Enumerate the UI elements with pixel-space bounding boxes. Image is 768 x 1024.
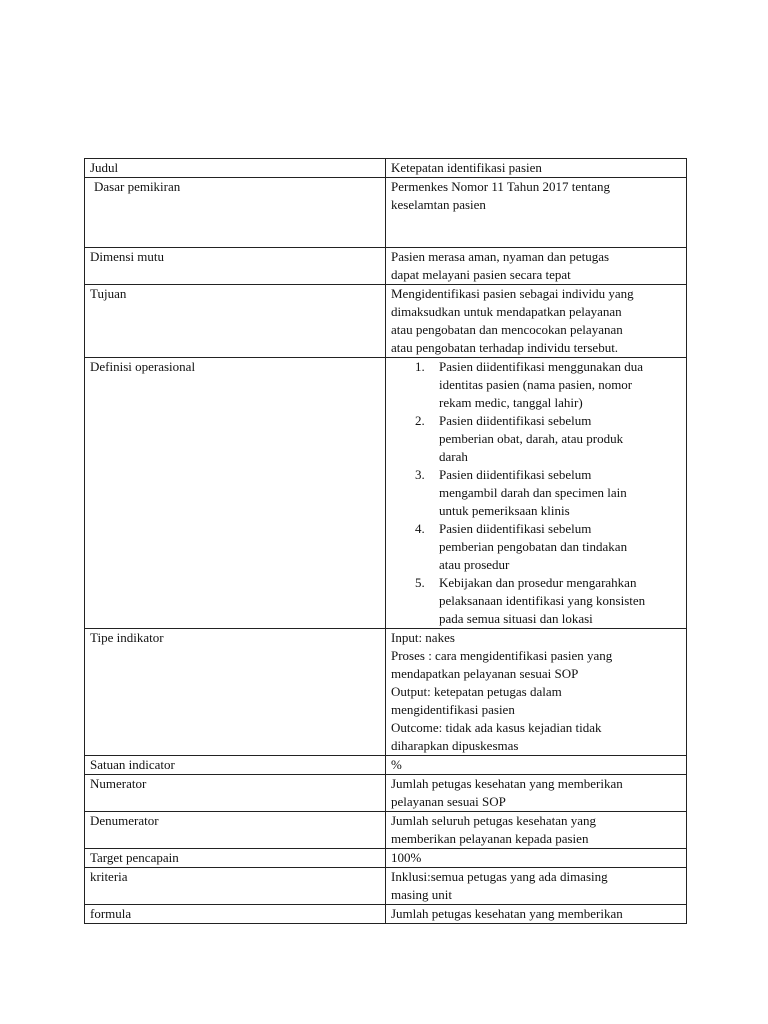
label-cell: [85, 285, 386, 358]
label-cell: [85, 159, 386, 178]
value-line: Pasien merasa aman, nyaman dan petugas: [391, 249, 610, 264]
value-cell: [386, 178, 687, 248]
list-item-line: Pasien diidentifikasi sebelum: [439, 467, 592, 482]
list-item-line: Kebijakan dan prosedur mengarahkan: [439, 575, 637, 590]
value-line: diharapkan dipuskesmas: [391, 738, 519, 753]
value-line: Output: ketepatan petugas dalam: [391, 684, 562, 699]
value-line: 100%: [391, 850, 422, 865]
table-row-judul: [85, 159, 687, 178]
label-cell: [85, 812, 386, 849]
list-item-number: 5.: [415, 575, 425, 590]
value-line: Inklusi:semua petugas yang ada dimasing: [391, 869, 608, 884]
list-item: [391, 520, 682, 574]
table-row-tujuan: [85, 285, 687, 358]
row-label: Dimensi mutu: [90, 249, 165, 264]
list-item: [391, 358, 682, 412]
table-row-tipe-indikator: [85, 629, 687, 756]
value-line: dapat melayani pasien secara tepat: [391, 267, 571, 282]
value-line: Jumlah petugas kesehatan yang memberikan: [391, 776, 623, 791]
row-label: Satuan indicator: [90, 757, 175, 772]
table-row-dimensi-mutu: [85, 248, 687, 285]
label-cell: [85, 868, 386, 905]
list-item-number: 1.: [415, 359, 425, 374]
value-line: Jumlah petugas kesehatan yang memberikan: [391, 906, 623, 921]
value-cell: [386, 905, 687, 924]
value-line: Permenkes Nomor 11 Tahun 2017 tentang: [391, 179, 610, 194]
value-cell: [386, 868, 687, 905]
value-line: Jumlah seluruh petugas kesehatan yang: [391, 813, 597, 828]
label-cell: [85, 849, 386, 868]
value-line: Outcome: tidak ada kasus kejadian tidak: [391, 720, 602, 735]
row-label: Tipe indikator: [90, 630, 164, 645]
value-line: mendapatkan pelayanan sesuai SOP: [391, 666, 579, 681]
value-line: mengidentifikasi pasien: [391, 702, 515, 717]
list-item-line: atau prosedur: [439, 557, 510, 572]
value-line: atau pengobatan dan mencocokan pelayanan: [391, 322, 623, 337]
label-cell: [85, 905, 386, 924]
label-cell: [85, 775, 386, 812]
list-item-line: identitas pasien (nama pasien, nomor: [439, 377, 633, 392]
value-line: pelayanan sesuai SOP: [391, 794, 506, 809]
value-cell: [386, 248, 687, 285]
list-item-line: Pasien diidentifikasi sebelum: [439, 413, 592, 428]
row-label: Numerator: [90, 776, 147, 791]
label-cell: [85, 248, 386, 285]
value-line: Mengidentifikasi pasien sebagai individu yang: [391, 286, 634, 301]
table-row-denumerator: [85, 812, 687, 849]
row-label: Target pencapain: [90, 850, 179, 865]
value-line: Input: nakes: [391, 630, 455, 645]
value-cell: [386, 358, 687, 629]
list-item-number: 2.: [415, 413, 425, 428]
list-item-line: pada semua situasi dan lokasi: [439, 611, 593, 626]
list-item-line: pemberian obat, darah, atau produk: [439, 431, 624, 446]
value-line: memberikan pelayanan kepada pasien: [391, 831, 589, 846]
indicator-profile-table: [84, 158, 687, 924]
table-row-dasar-pemikiran: [85, 178, 687, 248]
table-row-formula: [85, 905, 687, 924]
label-cell: [85, 629, 386, 756]
value-line: Ketepatan identifikasi pasien: [391, 160, 542, 175]
value-line: dimaksudkan untuk mendapatkan pelayanan: [391, 304, 622, 319]
list-item: [391, 574, 682, 628]
list-item-line: mengambil darah dan specimen lain: [439, 485, 627, 500]
row-label: Tujuan: [90, 286, 127, 301]
value-cell: [386, 812, 687, 849]
row-label: Definisi operasional: [90, 359, 196, 374]
table-row-kriteria: [85, 868, 687, 905]
row-label: Judul: [90, 160, 119, 175]
list-item-number: 3.: [415, 467, 425, 482]
list-item: [391, 466, 682, 520]
label-cell: [85, 358, 386, 629]
definition-list: [391, 358, 682, 628]
list-item-line: Pasien diidentifikasi sebelum: [439, 521, 592, 536]
value-line: atau pengobatan terhadap individu tersebut.: [391, 340, 619, 355]
value-line: masing unit: [391, 887, 453, 902]
list-item: [391, 412, 682, 466]
list-item-line: rekam medic, tanggal lahir): [439, 395, 583, 410]
row-label: formula: [90, 906, 132, 921]
table-row-target-pencapain: [85, 849, 687, 868]
value-cell: [386, 775, 687, 812]
value-cell: [386, 756, 687, 775]
list-item-number: 4.: [415, 521, 425, 536]
value-line: Proses : cara mengidentifikasi pasien yang: [391, 648, 613, 663]
list-item-line: untuk pemeriksaan klinis: [439, 503, 570, 518]
list-item-line: darah: [439, 449, 468, 464]
value-cell: [386, 159, 687, 178]
label-cell: [85, 756, 386, 775]
table-row-definisi-operasional: [85, 358, 687, 629]
row-label: Denumerator: [90, 813, 159, 828]
value-cell: [386, 629, 687, 756]
value-line: %: [391, 757, 402, 772]
table-row-numerator: [85, 775, 687, 812]
value-cell: [386, 285, 687, 358]
row-label: Dasar pemikiran: [94, 179, 181, 194]
table-row-satuan-indicator: [85, 756, 687, 775]
list-item-line: Pasien diidentifikasi menggunakan dua: [439, 359, 643, 374]
value-line: keselamtan pasien: [391, 197, 486, 212]
row-label: kriteria: [90, 869, 128, 884]
list-item-line: pemberian pengobatan dan tindakan: [439, 539, 628, 554]
list-item-line: pelaksanaan identifikasi yang konsisten: [439, 593, 646, 608]
value-cell: [386, 849, 687, 868]
label-cell: [85, 178, 386, 248]
